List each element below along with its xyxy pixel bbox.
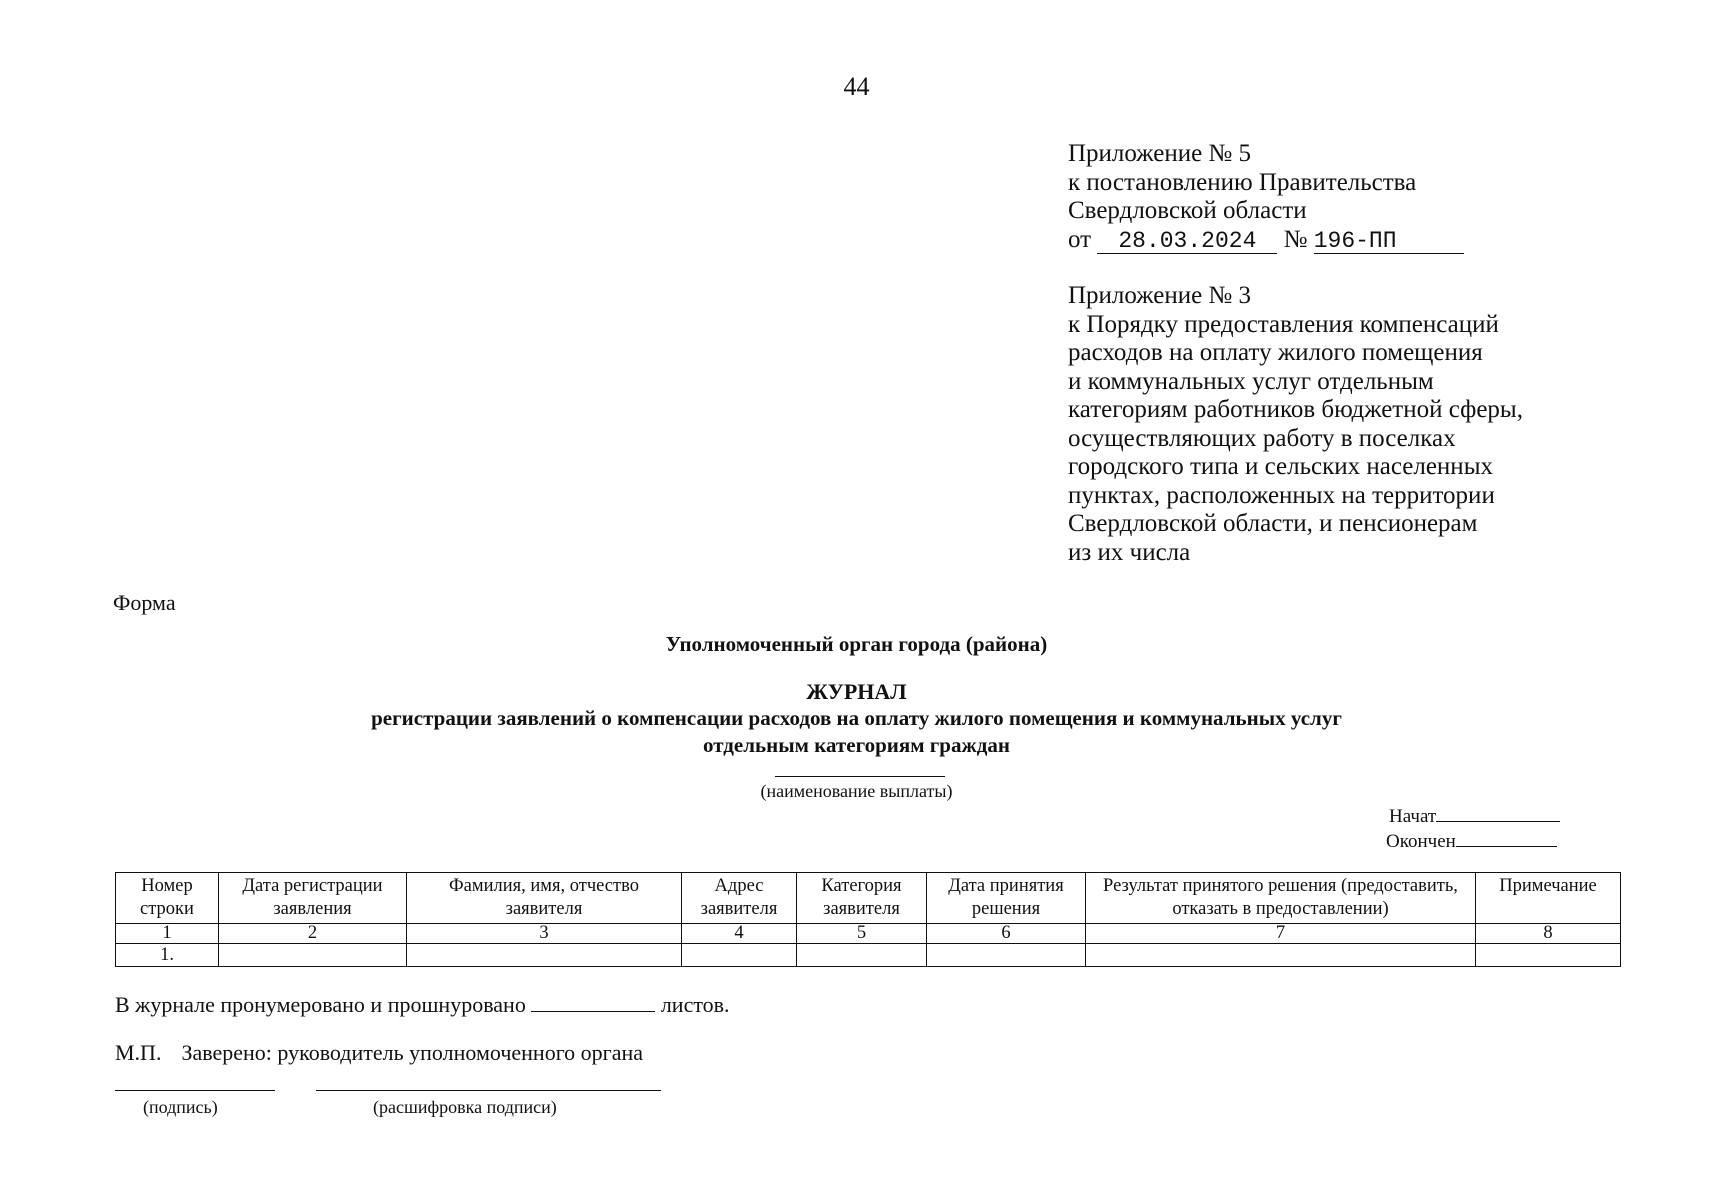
started-label: Начат	[1389, 806, 1437, 827]
appendix-3-line: из их числа	[1068, 538, 1191, 566]
table-cell	[1476, 944, 1621, 967]
table-header-cell: Фамилия, имя, отчество заявителя	[407, 873, 682, 924]
date-prefix: от	[1068, 225, 1092, 253]
number-prefix: №	[1283, 225, 1308, 253]
started-blank	[1436, 803, 1560, 822]
column-number: 2	[219, 924, 407, 944]
journal-table	[115, 872, 1621, 967]
finished-label: Окончен	[1386, 831, 1456, 852]
appendix-3-line: и коммунальных услуг отдельным	[1068, 367, 1434, 395]
table-header-cell: Адрес заявителя	[682, 873, 797, 924]
appendix-3-line: Свердловской области, и пенсионерам	[1068, 510, 1478, 537]
table-cell	[682, 944, 797, 967]
payment-name-caption: (наименование выплаты)	[760, 781, 953, 801]
started-field	[1389, 803, 1560, 828]
appendix-3-line: категориям работников бюджетной сферы,	[1068, 396, 1523, 423]
table-cell	[407, 944, 682, 967]
appendix-5-line: к постановлению Правительства	[1068, 168, 1417, 196]
certification-line	[115, 1040, 643, 1066]
resolution-date: 28.03.2024	[1097, 229, 1277, 254]
table-header-row	[116, 873, 1621, 924]
pages-text-after: листов.	[660, 992, 730, 1017]
table-header-cell: Категория заявителя	[797, 873, 927, 924]
appendix-5-date-line	[1068, 226, 1464, 255]
table-cell	[219, 944, 407, 967]
column-number: 4	[682, 924, 797, 944]
table-header-cell: Номер строки	[116, 873, 219, 924]
pages-count-line	[115, 992, 730, 1018]
resolution-number: 196-ПП	[1314, 229, 1464, 254]
table-header-cell: Результат принятого решения (предоставить, отказать в предоставлении)	[1086, 873, 1476, 924]
table-header-cell: Дата принятия решения	[927, 873, 1086, 924]
column-number: 3	[407, 924, 682, 944]
column-number: 6	[927, 924, 1086, 944]
table-row	[116, 944, 1621, 967]
form-label: Форма	[113, 590, 176, 615]
appendix-3-line: осуществляющих работу в поселках	[1068, 424, 1456, 452]
appendix-3-line: городского типа и сельских населенных	[1068, 453, 1493, 480]
column-number: 7	[1086, 924, 1476, 944]
page-number: 44	[843, 72, 870, 101]
authority-title: Уполномоченный орган города (района)	[665, 632, 1048, 656]
finished-blank	[1456, 828, 1557, 847]
appendix-3-block	[1068, 282, 1523, 567]
appendix-5-line: Свердловской области	[1068, 197, 1307, 224]
table-cell	[1086, 944, 1476, 967]
appendix-3-line: расходов на оплату жилого помещения	[1068, 339, 1483, 366]
stamp-label: М.П.	[115, 1040, 162, 1065]
table-column-numbers-row	[116, 924, 1621, 944]
table-cell	[927, 944, 1086, 967]
appendix-3-line: к Порядку предоставления компенсаций	[1068, 310, 1499, 338]
table-cell	[797, 944, 927, 967]
column-number: 1	[116, 924, 219, 944]
signature-caption: (подпись)	[143, 1097, 218, 1117]
appendix-5-block	[1068, 140, 1464, 254]
table-header-cell: Дата регистрации заявления	[219, 873, 407, 924]
appendix-3-line: пунктах, расположенных на территории	[1068, 481, 1495, 509]
signature-decode-caption: (расшифровка подписи)	[373, 1097, 557, 1117]
pages-count-blank	[531, 993, 655, 1012]
appendix-5-title: Приложение № 5	[1068, 140, 1252, 167]
journal-subtitle-line1: регистрации заявлений о компенсации расходов на оплату жилого помещения и коммунальных услуг	[371, 706, 1342, 730]
pages-text-before: В журнале пронумеровано и прошнуровано	[115, 992, 526, 1017]
certified-text: Заверено: руководитель уполномоченного органа	[181, 1040, 644, 1065]
finished-field	[1386, 828, 1557, 853]
column-number: 5	[797, 924, 927, 944]
table-header-cell: Примечание	[1476, 873, 1621, 924]
signature-line	[115, 1090, 275, 1091]
journal-subtitle-line2: отдельным категориям граждан	[703, 733, 1010, 757]
table-cell: 1.	[116, 944, 219, 967]
signature-decode-line	[316, 1090, 661, 1091]
payment-name-line	[775, 776, 945, 777]
column-number: 8	[1476, 924, 1621, 944]
journal-title: ЖУРНАЛ	[806, 679, 907, 704]
appendix-3-title: Приложение № 3	[1068, 282, 1252, 309]
